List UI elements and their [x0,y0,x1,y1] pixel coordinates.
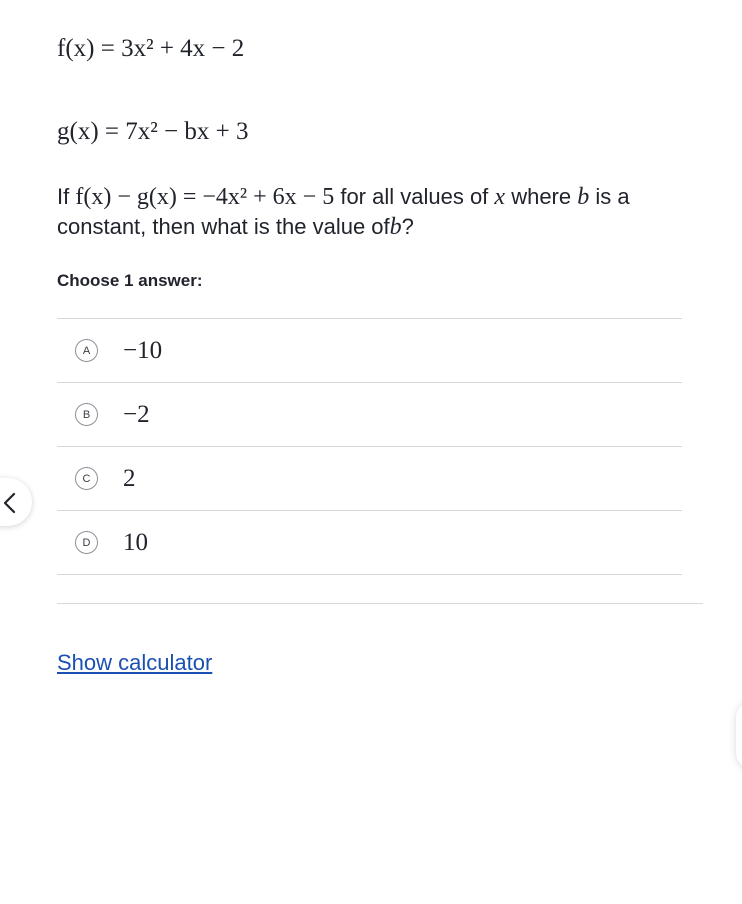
choice-value-a: −10 [123,336,163,364]
question-end: ? [401,214,414,239]
constant-b-end: b [389,214,402,240]
choice-letter-b: B [75,403,98,426]
variable-x: x [494,184,506,210]
condition-equation: f(x) − g(x) = −4x² + 6x − 5 [75,184,335,210]
question-prefix: If [57,184,70,209]
choose-prompt: Choose 1 answer: [57,271,203,290]
choice-a[interactable] [57,319,682,383]
divider [57,603,703,604]
function-g-definition: g(x) = 7x² − bx + 3 [57,118,249,145]
choice-b[interactable] [57,383,682,447]
choice-letter-a: A [75,339,98,362]
choice-letter-d: D [75,531,98,554]
choice-c[interactable] [57,447,682,511]
question-mid: for all values of [340,184,489,209]
choice-value-c: 2 [123,464,136,492]
constant-b: b [577,184,590,210]
back-button[interactable] [0,478,32,526]
question-mid3: is a constant, then what is the value of [57,184,630,239]
show-calculator-link[interactable]: Show calculator [57,650,213,675]
choice-d[interactable] [57,511,682,575]
question-text [57,182,707,242]
chevron-left-icon [2,492,16,514]
choice-letter-c: C [75,467,98,490]
choice-value-b: −2 [123,400,150,428]
question-mid2: where [511,184,572,209]
side-panel-edge [736,700,742,770]
answer-choices [57,318,682,575]
function-f-definition: f(x) = 3x² + 4x − 2 [57,35,245,62]
choice-value-d: 10 [123,528,148,556]
